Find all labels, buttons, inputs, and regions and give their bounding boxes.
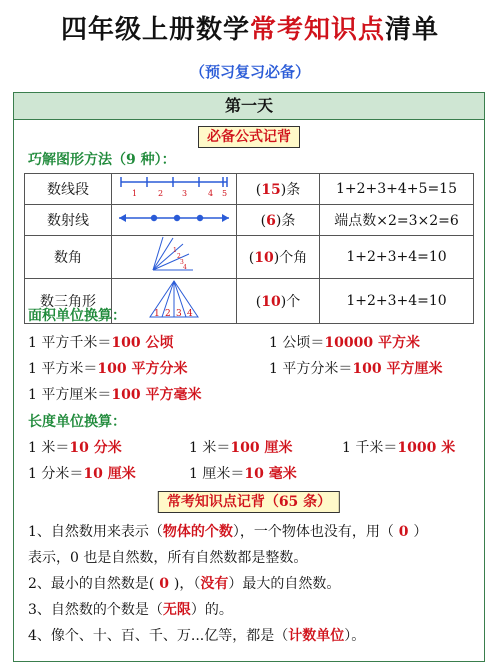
- length-item: 1 米＝100 厘米: [189, 440, 293, 456]
- fig-label: 1: [154, 309, 160, 319]
- length-item: 1 米＝10 分米: [28, 440, 122, 456]
- fig-label: 3: [180, 259, 184, 266]
- ray-figure: [112, 205, 237, 236]
- tick-label: 5: [222, 189, 228, 198]
- day-label: 第一天: [14, 93, 484, 120]
- triangle-figure: [112, 279, 237, 324]
- table-row: [25, 174, 474, 205]
- knowledge-point: 4、像个、十、百、千、万...亿等，都是（计数单位）。: [28, 628, 366, 644]
- angle-figure: [112, 236, 237, 279]
- page-title: [0, 10, 500, 50]
- tick-label: 4: [208, 189, 214, 198]
- fig-label: 3: [176, 309, 182, 319]
- count-value: 10: [254, 250, 274, 266]
- knowledge-point: 2、最小的自然数是( 0 )，（没有）最大的自然数。: [28, 576, 341, 592]
- methods-heading: 巧解图形方法（9 种）：: [28, 152, 176, 168]
- row-name: 数射线: [25, 205, 112, 236]
- fig-label: 1: [173, 247, 177, 254]
- area-heading: 面积单位换算：: [28, 308, 126, 324]
- formula-box-title: 必备公式记背: [198, 126, 300, 148]
- knowledge-point: 表示，0 也是自然数，所有自然数都是整数。: [28, 550, 308, 566]
- line-segment-figure: [112, 174, 237, 205]
- title-highlight: 常考知识点: [249, 15, 385, 45]
- length-heading: 长度单位换算：: [28, 414, 126, 430]
- knowledge-point: 1、自然数用来表示（物体的个数），一个物体也没有，用（ 0 ）: [28, 524, 428, 540]
- fig-label: 2: [177, 253, 181, 260]
- row-name: 数角: [25, 236, 112, 279]
- subtitle: （预习复习必备）: [189, 63, 310, 81]
- knowledge-point: 3、自然数的个数是（无限）的。: [28, 602, 233, 618]
- table-row: [25, 236, 474, 279]
- tick-label: 1: [132, 189, 138, 198]
- points-box-title: 常考知识点记背（65 条）: [158, 491, 340, 513]
- count-value: 15: [261, 182, 281, 198]
- length-item: 1 千米＝1000 米: [342, 440, 456, 456]
- fig-label: 4: [187, 309, 193, 319]
- fig-label: 4: [183, 264, 187, 271]
- formula-cell: 端点数×2=3×2=6: [320, 205, 474, 236]
- count-value: 6: [266, 213, 276, 229]
- tick-label: 2: [158, 189, 164, 198]
- content-frame: [13, 92, 485, 662]
- formula-cell: 1+2+3+4=10: [320, 236, 474, 279]
- count-value: 10: [261, 294, 281, 310]
- area-item: 1 公顷＝10000 平方米: [269, 335, 420, 351]
- length-item: 1 分米＝10 厘米: [28, 466, 136, 482]
- area-item: 1 平方厘米＝100 平方毫米: [28, 387, 202, 403]
- title-part1: 四年级上册数学: [60, 15, 250, 45]
- fig-label: 2: [165, 309, 171, 319]
- length-item: 1 厘米＝10 毫米: [189, 466, 297, 482]
- formula-cell: 1+2+3+4=10: [320, 279, 474, 324]
- area-item: 1 平方米＝100 平方分米: [28, 361, 188, 377]
- area-item: 1 平方千米＝100 公顷: [28, 335, 174, 351]
- count-cell: (6)条: [237, 205, 320, 236]
- row-name: 数线段: [25, 174, 112, 205]
- title-part2: 清单: [385, 15, 440, 45]
- table-row: [25, 205, 474, 236]
- methods-table: [24, 173, 474, 324]
- formula-cell: 1+2+3+4+5=15: [320, 174, 474, 205]
- count-cell: (10)个角: [237, 236, 320, 279]
- count-cell: (10)个: [237, 279, 320, 324]
- count-cell: (15)条: [237, 174, 320, 205]
- tick-label: 3: [182, 189, 188, 198]
- area-item: 1 平方分米＝100 平方厘米: [269, 361, 443, 377]
- row-name: 数三角形: [25, 279, 112, 324]
